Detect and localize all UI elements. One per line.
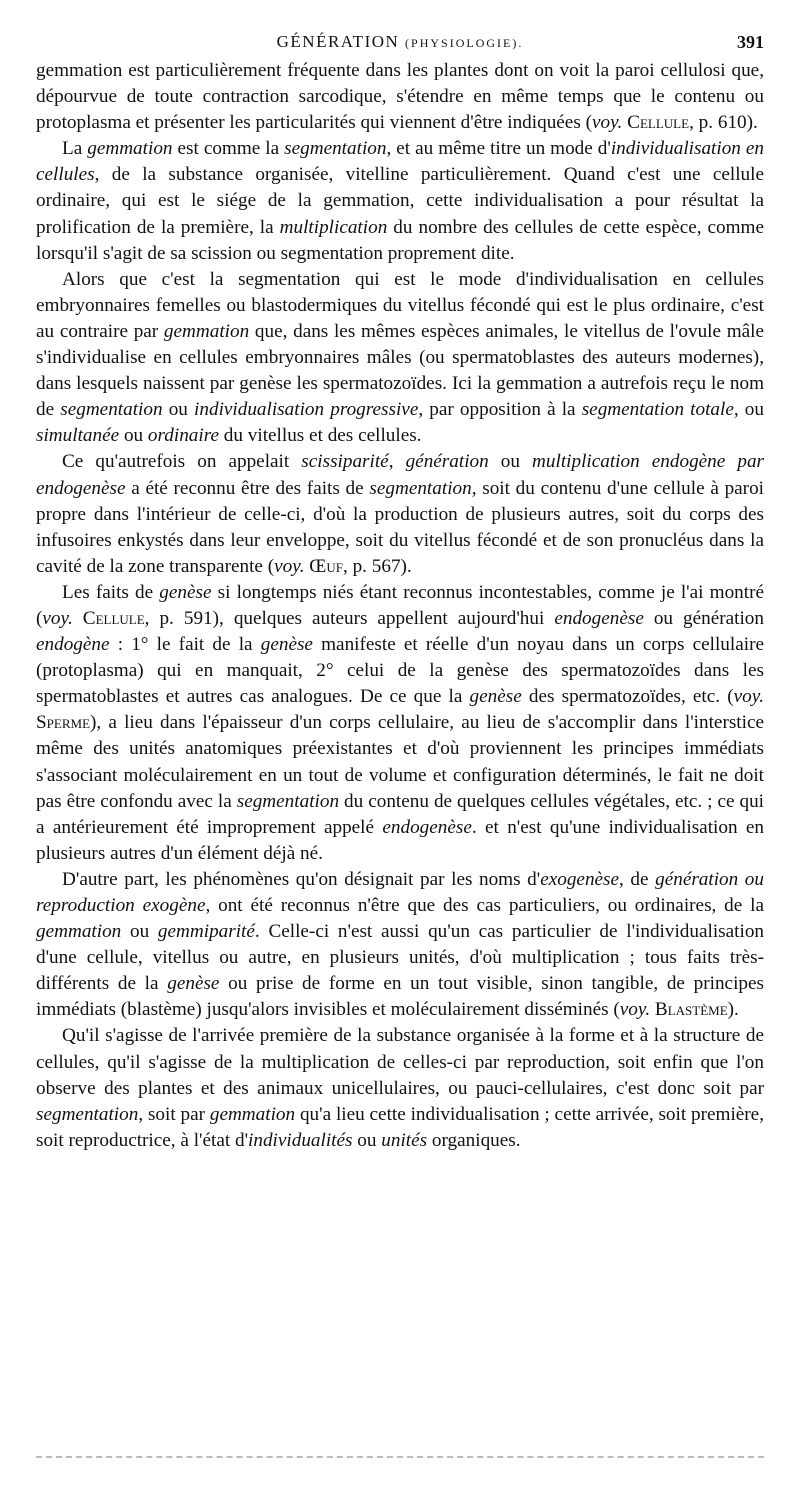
italic-text: multiplication: [279, 216, 388, 238]
text-run: si longtemps niés étant reconnus incontestables, comme je l'ai montré (: [36, 581, 764, 629]
text-run: ), a lieu dans l'épaisseur d'un corps cellulaire, au lieu de s'accomplir dans l'interstice même des unités anatomiques préexistantes et d'où proviennent les principes immédiats s'associant moléculairement en un tout de volume et configuration déterminés, le fait ne doit pas être confondu avec la: [36, 712, 764, 812]
text-run: Les faits de: [62, 581, 160, 603]
text-run: Ce qu'autrefois on appelait: [62, 451, 302, 473]
italic-text: segmentation: [236, 790, 340, 812]
text-run: . et n'est qu'une individualisation en plusieurs autres d'un élément déjà né.: [36, 816, 764, 864]
italic-text: genèse: [469, 686, 522, 708]
italic-text: gemmation: [87, 138, 173, 160]
paragraph: [36, 267, 764, 450]
running-head-title: GÉNÉRATION: [276, 32, 400, 51]
text-run: Alors que c'est la segmentation qui est le mode d'individualisation en cellules embryonnaires femelles ou blastodermiques du vitellus fécondé qui est le plus ordinaire, c'est au contraire par: [36, 268, 764, 342]
italic-text: gemmation: [163, 320, 250, 342]
small-caps-text: Sperme: [36, 712, 91, 734]
text-run: du vitellus et des cellules.: [218, 425, 422, 447]
paragraph: [36, 136, 764, 266]
footer-rule: [36, 1456, 764, 1458]
text-run: , soit par: [138, 1103, 210, 1125]
italic-text: endogène: [36, 634, 110, 656]
text-run: du contenu de quelques cellules végétales, etc. ; ce qui a antérieurement été improprement appelé: [36, 790, 764, 838]
italic-text: endogenèse: [382, 816, 472, 838]
italic-text: ordinaire: [147, 425, 219, 447]
text-run: manifeste et réelle d'un noyau dans un corps cellulaire (protoplasma) qui en manquait, 2° celui de la genèse des spermatozoïdes dans les spermatoblastes et autres cas analogues. De ce que la: [36, 634, 764, 708]
text-run: ou: [121, 921, 158, 943]
italic-text: individualisation en cellules: [36, 138, 764, 186]
text-run: des spermatozoïdes, etc. (: [521, 686, 734, 708]
text-run: , soit du contenu d'une cellule à paroi propre dans l'intérieur de celle-ci, d'où la production de plusieurs autres, soit du corps des infusoires enkystés dans leur enveloppe, soit du vitellus fécondé et de son pronucléus dans la cavité de la zone transparente (: [36, 477, 764, 577]
italic-text: segmentation: [36, 1103, 139, 1125]
italic-text: voy.: [274, 555, 305, 577]
italic-text: segmentation: [60, 399, 163, 421]
paragraph: [36, 58, 764, 136]
small-caps-text: Blastème: [654, 999, 728, 1021]
text-run: , par opposition à la: [418, 399, 582, 421]
body-text: [36, 58, 764, 1154]
text-run: ou génération: [643, 607, 764, 629]
text-run: ou: [162, 399, 195, 421]
page-number: 391: [737, 32, 764, 52]
paragraph: [36, 449, 764, 579]
italic-text: genèse: [260, 634, 313, 656]
italic-text: simultanée: [36, 425, 120, 447]
italic-text: endogenèse: [554, 607, 644, 629]
italic-text: génération: [405, 451, 489, 473]
italic-text: segmentation totale: [581, 399, 734, 421]
italic-text: gemmation: [36, 921, 122, 943]
text-run: , ont été reconnus n'être que des cas particuliers, ou ordinaires, de la: [205, 895, 764, 916]
italic-text: voy.: [733, 686, 764, 708]
text-run: , p. 591), quelques auteurs appellent aujourd'hui: [144, 607, 555, 629]
italic-text: segmentation: [284, 138, 387, 160]
text-run: La: [62, 138, 88, 160]
text-run: ou: [488, 451, 533, 473]
running-head: [36, 32, 764, 52]
text-run: ).: [727, 999, 739, 1021]
italic-text: scissiparité: [301, 451, 389, 473]
text-run: , ou: [733, 399, 764, 421]
italic-text: genèse: [167, 973, 220, 995]
italic-text: gemmation: [209, 1103, 296, 1125]
italic-text: segmentation: [369, 477, 472, 499]
text-run: , de: [619, 868, 656, 890]
paragraph: [36, 867, 764, 1024]
text-run: Qu'il s'agisse de l'arrivée première de la substance organisée à la forme et à la structure de cellules, qu'il s'agisse de la multiplication de celles-ci par reproduction, soit enfin que l'on observe des plantes et des animaux unicellulaires, ou pauci-cellulaires, c'est donc soit par: [36, 1025, 764, 1099]
text-run: organiques.: [427, 1129, 521, 1151]
text-run: , de la substance organisée, vitelline particulièrement. Quand c'est une cellule ordinaire, qui est le siége de la gemmation, cette individualisation a pour résultat la prolification de la première, la: [36, 164, 764, 238]
italic-text: individualités: [248, 1129, 353, 1151]
text-run: , p. 610).: [689, 112, 758, 134]
text-run: , et au même titre un mode d': [386, 138, 611, 160]
italic-text: voy.: [591, 112, 623, 134]
small-caps-text: Œuf: [309, 555, 343, 577]
text-run: que, dans les mêmes espèces animales, le vitellus de l'ovule mâle s'individualise en cellules embryonnaires mâles (ou spermatoblastes des auteurs modernes), dans lesquels naissent par genèse les spermatozoïdes. Ici la gemmation a autrefois reçu le nom de: [36, 320, 764, 421]
text-run: ,: [388, 451, 406, 473]
small-caps-text: Cellule: [627, 112, 690, 134]
text-run: D'autre part, les phénomènes qu'on désignait par les noms d': [62, 868, 541, 890]
text-run: ou: [352, 1129, 382, 1151]
text-run: gemmation est particulièrement fréquente dans les plantes dont on voit la paroi cellulosi que, dépourvue de toute contraction sarcodique, s'étendre en même temps que le contenu ou protoplasma et présenter les particularités qui viennent d'être indiquées (: [36, 60, 764, 134]
text-run: ou: [119, 425, 148, 447]
italic-text: unités: [381, 1129, 428, 1151]
italic-text: exogenèse: [540, 868, 620, 890]
text-run: qu'a lieu cette individualisation ; cette arrivée, soit première, soit reproductrice, à l'état d': [36, 1103, 764, 1151]
text-run: du nombre des cellules de cette espèce, comme lorsqu'il s'agit de sa scission ou segmentation proprement dite.: [36, 216, 764, 264]
italic-text: individualisation progressive: [194, 399, 419, 421]
text-run: [73, 608, 83, 629]
text-run: est comme la: [172, 138, 285, 160]
italic-text: genèse: [159, 581, 212, 603]
text-run: . Celle-ci n'est aussi qu'un cas particulier de l'individualisation d'une cellule, vitellus ou autre, en plusieurs unités, d'où multiplication ; tous faits très-différents de la: [36, 921, 765, 995]
text-run: ou prise de forme en un tout visible, sinon tangible, de principes immédiats (blastème) jusqu'alors invisibles et moléculairement disséminés (: [36, 973, 764, 1021]
italic-text: génération ou reproduction exogène: [36, 868, 764, 916]
paragraph: [36, 1023, 764, 1153]
italic-text: voy.: [619, 999, 651, 1021]
page-header: [36, 32, 764, 54]
italic-text: multiplication endogène par endogenèse: [36, 451, 765, 499]
running-head-subtitle: (PHYSIOLOGIE).: [405, 36, 524, 50]
text-run: a été reconnu être des faits de: [125, 477, 370, 499]
text-run: : 1° le fait de la: [109, 634, 261, 656]
italic-text: voy.: [42, 607, 73, 629]
small-caps-text: Cellule: [82, 607, 145, 629]
italic-text: gemmiparité: [157, 921, 255, 943]
paragraph: [36, 580, 764, 867]
text-run: , p. 567).: [342, 555, 412, 577]
